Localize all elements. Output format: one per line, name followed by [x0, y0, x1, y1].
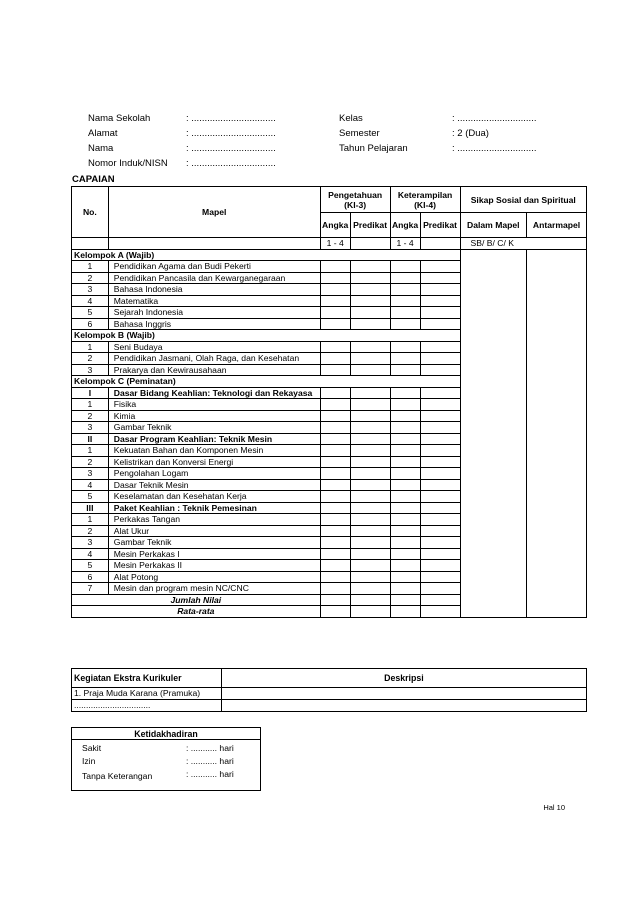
- subject-name: Mesin Perkakas I: [108, 548, 320, 560]
- grade-cell: [350, 606, 390, 618]
- grade-cell: [420, 433, 460, 445]
- col-dalam-mapel: Dalam Mapel: [460, 213, 527, 238]
- grade-cell: [320, 399, 350, 411]
- group-label: Kelompok B (Wajib): [72, 330, 461, 342]
- grade-cell: [320, 468, 350, 480]
- grade-cell: [420, 399, 460, 411]
- grade-cell: [320, 261, 350, 273]
- absence-permit-label: Izin: [82, 756, 96, 766]
- row-number: 1: [72, 341, 109, 353]
- group-label: Kelompok A (Wajib): [72, 249, 461, 261]
- grade-cell: [320, 318, 350, 330]
- grade-cell: [320, 548, 350, 560]
- grade-cell: [350, 456, 390, 468]
- grade-cell: [320, 583, 350, 595]
- row-number: 2: [72, 456, 109, 468]
- grade-cell: [390, 468, 420, 480]
- absence-unexcused-label: Tanpa Keterangan: [82, 771, 153, 781]
- subject-name: Mesin Perkakas II: [108, 560, 320, 572]
- grade-cell: [320, 491, 350, 503]
- grade-cell: [390, 491, 420, 503]
- subject-name: Pengolahan Logam: [108, 468, 320, 480]
- grade-cell: [350, 318, 390, 330]
- row-number: 5: [72, 560, 109, 572]
- summary-label: Rata-rata: [72, 606, 321, 618]
- grade-cell: [390, 514, 420, 526]
- row-number: 2: [72, 353, 109, 365]
- col-no: No.: [72, 187, 109, 238]
- grade-cell: [390, 284, 420, 296]
- grade-cell: [350, 525, 390, 537]
- subject-name: Pendidikan Jasmani, Olah Raga, dan Kesehatan: [108, 353, 320, 365]
- grade-cell: [390, 606, 420, 618]
- grade-cell: [320, 445, 350, 457]
- grade-cell: [420, 295, 460, 307]
- row-number: 2: [72, 272, 109, 284]
- school-year-value: : ..............................: [452, 143, 537, 154]
- absence-unexcused-value: : ........... hari: [186, 769, 234, 779]
- grade-cell: [350, 445, 390, 457]
- row-number: 3: [72, 537, 109, 549]
- grade-cell: [350, 364, 390, 376]
- subject-name: Kelistrikan dan Konversi Energi: [108, 456, 320, 468]
- grade-cell: [390, 410, 420, 422]
- grade-cell: [320, 341, 350, 353]
- grade-cell: [390, 571, 420, 583]
- grade-cell: [350, 594, 390, 606]
- row-number: 7: [72, 583, 109, 595]
- row-number: III: [72, 502, 109, 514]
- subject-name: Gambar Teknik: [108, 422, 320, 434]
- row-number: 4: [72, 479, 109, 491]
- grade-cell: [420, 525, 460, 537]
- grade-cell: [350, 502, 390, 514]
- grades-body: [72, 238, 587, 618]
- col-keterampilan: Keterampilan (KI-4): [390, 187, 460, 213]
- col-angka-ki3: Angka: [320, 213, 350, 238]
- grade-cell: [390, 479, 420, 491]
- grade-cell: [390, 399, 420, 411]
- summary-label: Jumlah Nilai: [72, 594, 321, 606]
- grade-cell: [350, 479, 390, 491]
- grades-table: [71, 186, 587, 618]
- nisn-label: Nomor Induk/NISN: [88, 158, 168, 169]
- grade-cell: [350, 560, 390, 572]
- grade-cell: [350, 410, 390, 422]
- grade-cell: [420, 422, 460, 434]
- grade-cell: [350, 261, 390, 273]
- subject-name: Seni Budaya: [108, 341, 320, 353]
- grade-cell: [320, 387, 350, 399]
- col-pengetahuan: Pengetahuan (KI-3): [320, 187, 390, 213]
- grade-cell: [350, 491, 390, 503]
- grade-cell: [420, 548, 460, 560]
- section-title: CAPAIAN: [72, 174, 115, 185]
- group-label: Kelompok C (Peminatan): [72, 376, 461, 388]
- grade-cell: [390, 445, 420, 457]
- extra-head-deskripsi: Deskripsi: [221, 669, 586, 688]
- grade-cell: [420, 571, 460, 583]
- grade-cell: [390, 341, 420, 353]
- grade-cell: [420, 594, 460, 606]
- grade-cell: [320, 514, 350, 526]
- grade-cell: [420, 307, 460, 319]
- grade-cell: [320, 594, 350, 606]
- grade-cell: [420, 491, 460, 503]
- grade-cell: [350, 284, 390, 296]
- grade-cell: [350, 422, 390, 434]
- extra-row: 1. Praja Muda Karana (Pramuka): [72, 688, 222, 700]
- grade-cell: [390, 583, 420, 595]
- row-number: 1: [72, 261, 109, 273]
- grade-cell: [390, 537, 420, 549]
- subject-name: Bahasa Indonesia: [108, 284, 320, 296]
- grade-cell: [420, 560, 460, 572]
- grade-cell: [390, 318, 420, 330]
- absence-title: Ketidakhadiran: [72, 728, 261, 740]
- grade-cell: [320, 571, 350, 583]
- subject-name: Mesin dan program mesin NC/CNC: [108, 583, 320, 595]
- row-number: 2: [72, 525, 109, 537]
- grade-cell: [320, 353, 350, 365]
- semester-value: : 2 (Dua): [452, 128, 489, 139]
- range-ki3: 1 - 4: [320, 238, 350, 250]
- grade-cell: [420, 284, 460, 296]
- grade-cell: [420, 261, 460, 273]
- subject-name: Dasar Program Keahlian: Teknik Mesin: [108, 433, 320, 445]
- name-label: Nama: [88, 143, 114, 154]
- extra-row: ................................: [72, 700, 222, 712]
- subject-name: Bahasa Inggris: [108, 318, 320, 330]
- subject-name: Dasar Bidang Keahlian: Teknologi dan Rekayasa: [108, 387, 320, 399]
- grade-cell: [320, 479, 350, 491]
- grade-cell: [320, 284, 350, 296]
- class-label: Kelas: [339, 113, 363, 124]
- row-number: II: [72, 433, 109, 445]
- grade-cell: [350, 433, 390, 445]
- grade-cell: [350, 272, 390, 284]
- grade-cell: [390, 433, 420, 445]
- school-year-label: Tahun Pelajaran: [339, 143, 408, 154]
- attitude-cell-dalam-mapel: [460, 249, 527, 617]
- range-ki4: 1 - 4: [390, 238, 420, 250]
- subject-name: Dasar Teknik Mesin: [108, 479, 320, 491]
- grade-cell: [350, 341, 390, 353]
- grade-cell: [390, 560, 420, 572]
- subject-name: Perkakas Tangan: [108, 514, 320, 526]
- page-number: Hal 10: [543, 803, 565, 812]
- row-number: 5: [72, 307, 109, 319]
- grade-cell: [350, 468, 390, 480]
- grade-cell: [350, 295, 390, 307]
- grade-cell: [390, 387, 420, 399]
- subject-name: Matematika: [108, 295, 320, 307]
- row-number: 1: [72, 399, 109, 411]
- attitude-cell-antarmapel: [527, 249, 587, 617]
- row-number: 3: [72, 422, 109, 434]
- grade-cell: [320, 295, 350, 307]
- grade-cell: [320, 606, 350, 618]
- grade-cell: [350, 571, 390, 583]
- grade-cell: [350, 353, 390, 365]
- grade-cell: [320, 525, 350, 537]
- grade-cell: [420, 479, 460, 491]
- col-sikap: Sikap Sosial dan Spiritual: [460, 187, 587, 213]
- grade-cell: [420, 606, 460, 618]
- grade-cell: [390, 272, 420, 284]
- subject-name: Fisika: [108, 399, 320, 411]
- row-number: 1: [72, 514, 109, 526]
- school-name-label: Nama Sekolah: [88, 113, 151, 124]
- grade-cell: [420, 318, 460, 330]
- grade-cell: [420, 364, 460, 376]
- grade-cell: [320, 410, 350, 422]
- nisn-value: : ................................: [186, 158, 276, 169]
- semester-label: Semester: [339, 128, 380, 139]
- grade-cell: [350, 537, 390, 549]
- col-mapel: Mapel: [108, 187, 320, 238]
- col-antarmapel: Antarmapel: [527, 213, 587, 238]
- col-predikat-ki3: Predikat: [350, 213, 390, 238]
- grade-cell: [320, 560, 350, 572]
- grade-cell: [420, 410, 460, 422]
- absence-permit-value: : ........... hari: [186, 756, 234, 766]
- row-number: 4: [72, 295, 109, 307]
- row-number: 6: [72, 571, 109, 583]
- grade-cell: [420, 514, 460, 526]
- row-number: I: [72, 387, 109, 399]
- grade-cell: [420, 468, 460, 480]
- row-number: 2: [72, 410, 109, 422]
- row-number: 5: [72, 491, 109, 503]
- subject-name: Pendidikan Agama dan Budi Pekerti: [108, 261, 320, 273]
- absence-sick-value: : ........... hari: [186, 743, 234, 753]
- grade-cell: [390, 364, 420, 376]
- grade-cell: [350, 583, 390, 595]
- grade-cell: [390, 502, 420, 514]
- name-value: : ................................: [186, 143, 276, 154]
- grade-cell: [420, 353, 460, 365]
- subject-name: Alat Ukur: [108, 525, 320, 537]
- grade-cell: [320, 537, 350, 549]
- grade-cell: [420, 272, 460, 284]
- grade-cell: [390, 594, 420, 606]
- subject-name: Kekuatan Bahan dan Komponen Mesin: [108, 445, 320, 457]
- grade-cell: [390, 422, 420, 434]
- extracurricular-table: [71, 668, 587, 712]
- school-name-value: : ................................: [186, 113, 276, 124]
- grade-cell: [320, 272, 350, 284]
- grade-cell: [320, 502, 350, 514]
- subject-name: Kimia: [108, 410, 320, 422]
- subject-name: Sejarah Indonesia: [108, 307, 320, 319]
- grade-cell: [420, 502, 460, 514]
- grade-cell: [420, 583, 460, 595]
- subject-name: Paket Keahlian : Teknik Pemesinan: [108, 502, 320, 514]
- row-number: 4: [72, 548, 109, 560]
- row-number: 1: [72, 445, 109, 457]
- grade-cell: [420, 445, 460, 457]
- grade-cell: [390, 261, 420, 273]
- grade-cell: [320, 422, 350, 434]
- grade-cell: [390, 307, 420, 319]
- address-label: Alamat: [88, 128, 118, 139]
- row-number: 3: [72, 284, 109, 296]
- subject-name: Keselamatan dan Kesehatan Kerja: [108, 491, 320, 503]
- range-sikap: SB/ B/ C/ K: [460, 238, 587, 250]
- col-angka-ki4: Angka: [390, 213, 420, 238]
- grade-cell: [390, 295, 420, 307]
- group-row: [72, 249, 587, 261]
- grade-cell: [350, 387, 390, 399]
- grade-cell: [320, 307, 350, 319]
- absence-sick-label: Sakit: [82, 743, 102, 753]
- subject-name: Gambar Teknik: [108, 537, 320, 549]
- grade-cell: [420, 387, 460, 399]
- grade-cell: [320, 433, 350, 445]
- grade-cell: [420, 341, 460, 353]
- grade-cell: [320, 456, 350, 468]
- address-value: : ................................: [186, 128, 276, 139]
- grade-cell: [320, 364, 350, 376]
- subject-name: Alat Potong: [108, 571, 320, 583]
- grade-cell: [420, 456, 460, 468]
- row-number: 3: [72, 364, 109, 376]
- grade-cell: [350, 514, 390, 526]
- grade-cell: [350, 399, 390, 411]
- absence-table: [71, 727, 261, 791]
- grade-cell: [350, 548, 390, 560]
- subject-name: Prakarya dan Kewirausahaan: [108, 364, 320, 376]
- grade-cell: [420, 537, 460, 549]
- grade-cell: [390, 525, 420, 537]
- grade-cell: [390, 548, 420, 560]
- row-number: 6: [72, 318, 109, 330]
- grade-cell: [390, 353, 420, 365]
- class-value: : ..............................: [452, 113, 537, 124]
- subject-name: Pendidikan Pancasila dan Kewarganegaraan: [108, 272, 320, 284]
- col-predikat-ki4: Predikat: [420, 213, 460, 238]
- grade-cell: [350, 307, 390, 319]
- extra-head-kegiatan: Kegiatan Ekstra Kurikuler: [72, 669, 222, 688]
- row-number: 3: [72, 468, 109, 480]
- grade-cell: [390, 456, 420, 468]
